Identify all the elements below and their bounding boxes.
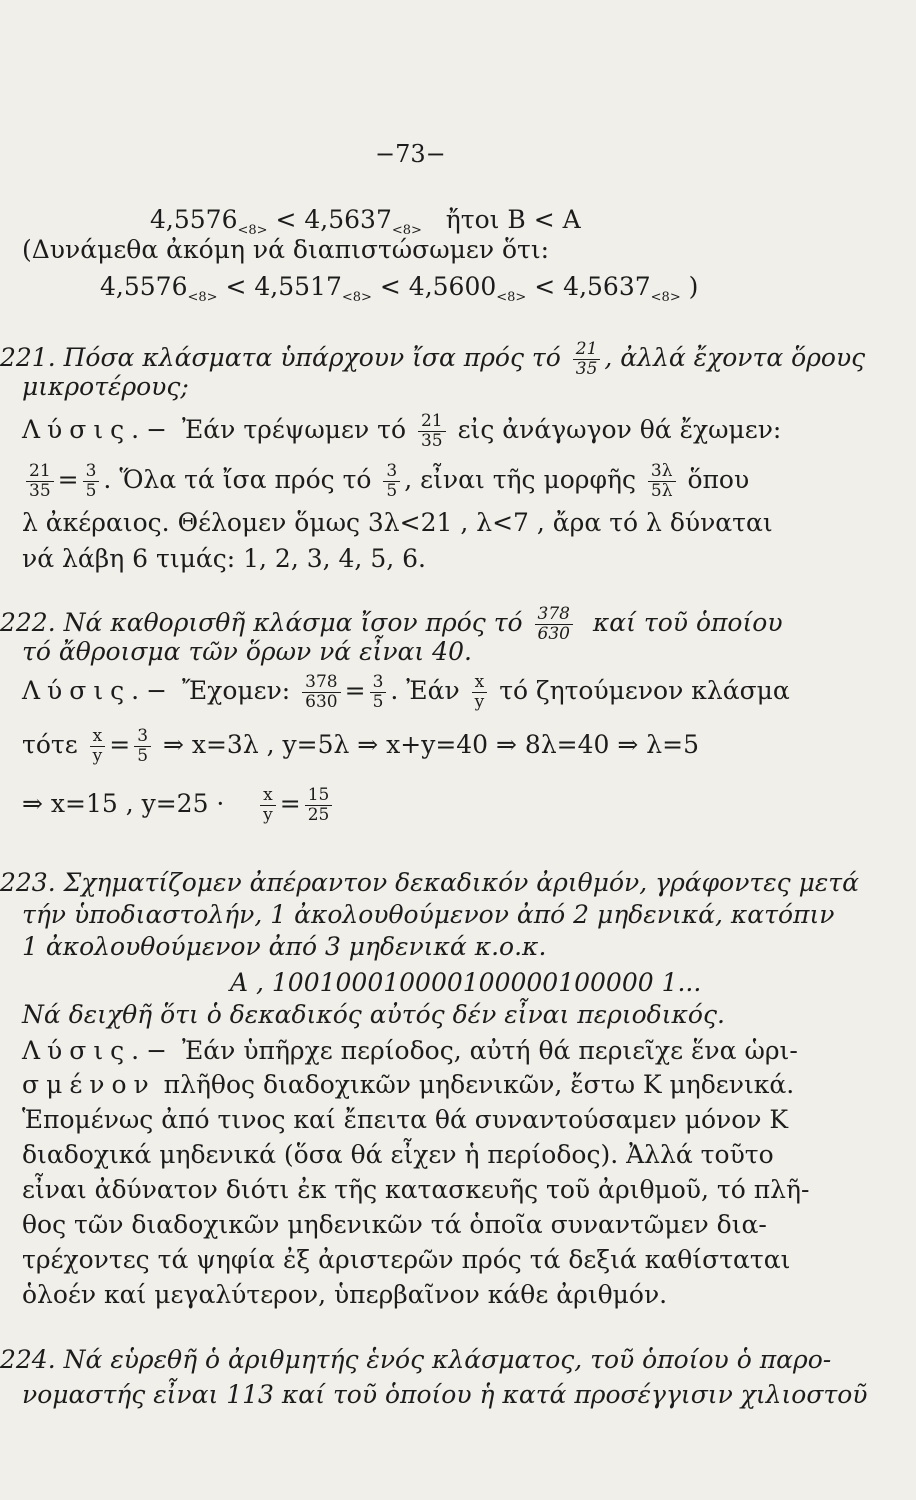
numerator: 21 <box>573 340 601 360</box>
equals: = <box>279 789 301 818</box>
text-line: νομαστής εἶναι 113 καί τοῦ ὁποίου ἡ κατά προσέγγισιν χιλιοστοῦ <box>22 1380 868 1409</box>
numerator: 3 <box>383 462 400 482</box>
solution-label: Λύσις.− <box>22 676 175 705</box>
denominator: 35 <box>29 481 51 501</box>
fraction <box>648 462 676 501</box>
numerator: 21 <box>26 462 54 482</box>
page-number: −73− <box>375 140 446 168</box>
base-subscript: <8> <box>391 223 422 238</box>
text: καί τοῦ ὁποίου <box>592 608 783 637</box>
solution-222-line <box>22 673 790 712</box>
denominator: 630 <box>537 624 570 644</box>
numerator: 3 <box>370 673 387 693</box>
text: εἰς ἀνάγωγον θά ἔχωμεν: <box>457 415 782 444</box>
text-line: εἶναι ἀδύνατον διότι ἐκ τῆς κατασκευῆς τοῦ ἀριθμοῦ, τό πλῆ- <box>22 1175 810 1204</box>
base-subscript: <8> <box>650 290 681 305</box>
value-a: 4,5576 <box>150 205 238 234</box>
base-subscript: <8> <box>237 223 268 238</box>
spaced-word: σμένον <box>22 1070 156 1099</box>
solution-label: Λύσις.− <box>22 415 175 444</box>
equals: = <box>344 676 366 705</box>
numerator: 3 <box>83 462 100 482</box>
denominator: 5 <box>137 746 149 766</box>
fraction <box>418 412 446 451</box>
solution-label: Λύσις.− <box>22 1036 175 1065</box>
text: Ἐάν ὑπῆρχε περίοδος, αὐτή θά περιεῖχε ἕνα ὡρι- <box>181 1036 798 1065</box>
numerator: 3 <box>134 727 151 747</box>
text: Ἔχομεν: <box>181 676 291 705</box>
problem-224-statement: 224. Νά εὑρεθῆ ὁ ἀριθμητής ἑνός κλάσματος, τοῦ ὁποίου ὁ παρο- <box>0 1345 832 1374</box>
text: ὅπου <box>687 465 750 494</box>
text: ⇒ x=3λ , y=5λ ⇒ x+y=40 ⇒ 8λ=40 ⇒ λ=5 <box>162 730 699 759</box>
text-line: νά λάβη 6 τιμάς: 1, 2, 3, 4, 5, 6. <box>22 544 426 573</box>
conclusion: ἤτοι B < A <box>445 205 581 234</box>
text-line: ὁλοέν καί μεγαλύτερον, ὑπερβαῖνον κάθε ἀριθμόν. <box>22 1280 668 1309</box>
base-subscript: <8> <box>187 290 218 305</box>
fraction <box>26 462 54 501</box>
text: 222. Νά καθορισθῆ κλάσμα ἴσον πρός τό <box>0 608 523 637</box>
fraction <box>260 786 276 825</box>
fraction <box>573 340 601 379</box>
numerator: 15 <box>305 786 333 806</box>
numerator: x <box>472 673 488 693</box>
numerator: 3λ <box>648 462 676 482</box>
numerator: 378 <box>535 605 573 625</box>
text-line: τήν ὑποδιαστολήν, 1 ἀκολουθούμενον ἀπό 2 μηδενικά, κατόπιν <box>22 900 835 929</box>
text-line <box>22 1070 794 1100</box>
value: < 4,5600 <box>379 272 497 301</box>
denominator: y <box>92 746 103 766</box>
fraction <box>370 673 387 712</box>
text-line: 1 ἀκολουθούμενον ἀπό 3 μηδενικά κ.ο.κ. <box>22 932 547 961</box>
solution-223-line <box>22 1036 798 1066</box>
denominator: y <box>474 692 485 712</box>
fraction <box>134 727 151 766</box>
value: < 4,5637 <box>534 272 651 301</box>
equation-line <box>22 462 749 501</box>
text-line: τό ἄθροισμα τῶν ὅρων νά εἶναι 40. <box>22 637 472 666</box>
fraction <box>90 727 106 766</box>
text-line: διαδοχικά μηδενικά (ὅσα θά εἶχεν ἡ περίοδος). Ἀλλά τοῦτο <box>22 1140 774 1169</box>
denominator: 5 <box>386 481 398 501</box>
text-line: Ἑπομένως ἀπό τινος καί ἔπειτα θά συναντούσαμεν μόνον K <box>22 1105 789 1134</box>
fraction <box>302 673 340 712</box>
problem-223-statement: 223. Σχηματίζομεν ἀπέραντον δεκαδικόν ἀριθμόν, γράφοντες μετά <box>0 868 859 897</box>
denominator: 35 <box>420 431 443 451</box>
text: τότε <box>22 730 78 759</box>
decimal-number: A , 100100010000100000100000 1... <box>230 968 702 997</box>
denominator: 5λ <box>650 481 673 501</box>
close-paren: ) <box>688 272 699 301</box>
text: , ἀλλά ἔχοντα ὅρους <box>604 343 866 372</box>
base-subscript: <8> <box>496 290 527 305</box>
numerator: 378 <box>302 673 340 693</box>
chain-inequality <box>100 272 698 313</box>
fraction <box>535 605 573 644</box>
numerator: x <box>260 786 276 806</box>
denominator: 630 <box>305 692 338 712</box>
fraction <box>83 462 100 501</box>
base-subscript: <8> <box>341 290 372 305</box>
text: Ἐάν τρέψωμεν τό <box>181 415 407 444</box>
text-line: Νά δειχθῆ ὅτι ὁ δεκαδικός αὐτός δέν εἶναι περιοδικός. <box>22 1000 725 1029</box>
numerator: 21 <box>418 412 446 432</box>
text: πλῆθος διαδοχικῶν μηδενικῶν, ἔστω K μηδενικά. <box>163 1070 795 1099</box>
text: . Ἐάν <box>390 676 460 705</box>
text-line: (Δυνάμεθα ἀκόμη νά διαπιστώσωμεν ὅτι: <box>22 235 550 264</box>
text: τό ζητούμενον κλάσμα <box>499 676 790 705</box>
solution-221-line <box>22 412 781 451</box>
equals: = <box>109 730 131 759</box>
value-b: < 4,5637 <box>275 205 392 234</box>
denominator: y <box>263 805 273 825</box>
denominator: 25 <box>307 805 330 825</box>
numerator: x <box>90 727 106 747</box>
fraction <box>383 462 400 501</box>
denominator: 35 <box>575 359 598 379</box>
value: < 4,5517 <box>225 272 342 301</box>
text: , εἶναι τῆς μορφῆς <box>404 465 636 494</box>
text-line: τρέχοντες τά ψηφία ἐξ ἀριστερῶν πρός τά δεξιά καθίσταται <box>22 1245 791 1274</box>
text-line: λ ἀκέραιος. Θέλομεν ὅμως 3λ<21 , λ<7 , ἄρα τό λ δύναται <box>22 508 773 537</box>
equals: = <box>57 465 79 494</box>
equation-line <box>22 727 699 766</box>
denominator: 5 <box>372 692 384 712</box>
text-line: θος τῶν διαδοχικῶν μηδενικῶν τά ὁποῖα συναντῶμεν δια- <box>22 1210 767 1239</box>
fraction <box>305 786 333 825</box>
text-line: μικροτέρους; <box>22 372 189 401</box>
text: ⇒ x=15 , y=25 · <box>22 789 225 818</box>
denominator: 5 <box>85 481 97 501</box>
text: . Ὅλα τά ἴσα πρός τό <box>103 465 372 494</box>
value: 4,5576 <box>100 272 188 301</box>
text: 221. Πόσα κλάσματα ὑπάρχουν ἴσα πρός τό <box>0 343 561 372</box>
equation-line <box>22 786 336 825</box>
fraction <box>472 673 488 712</box>
